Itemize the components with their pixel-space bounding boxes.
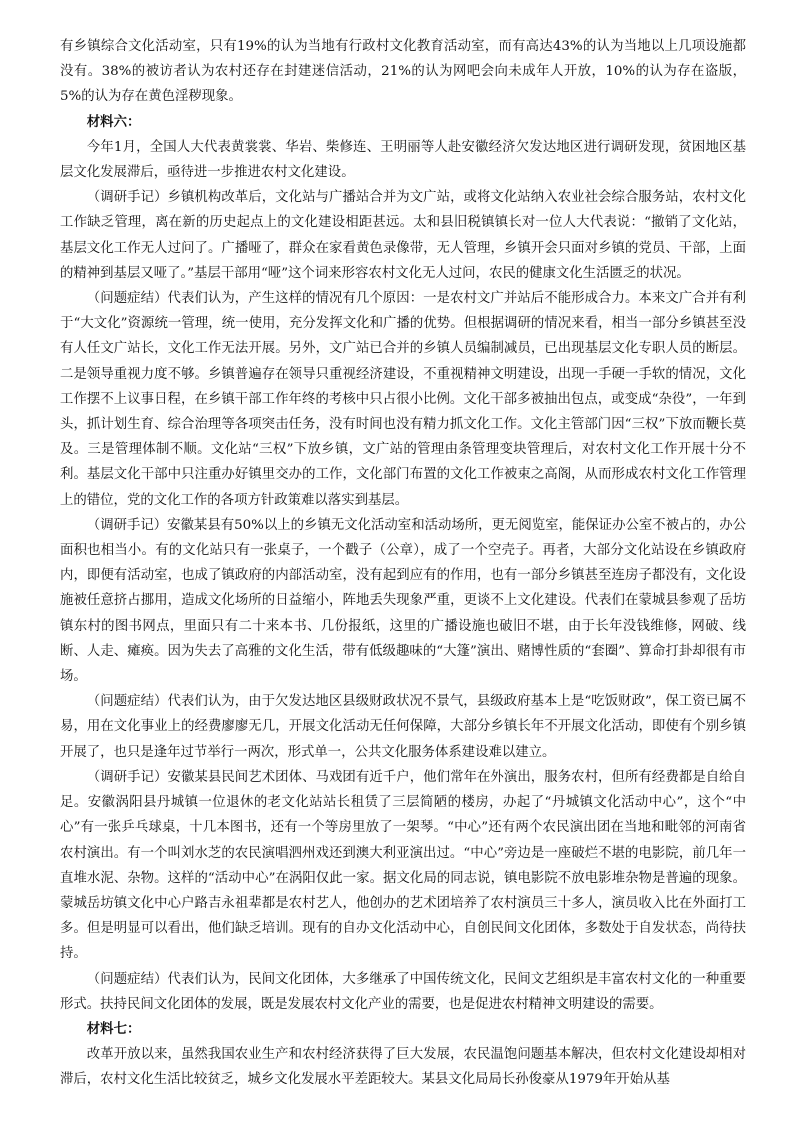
body-paragraph: （调研手记）安徽某县有50%以上的乡镇无文化活动室和活动场所，更无阅览室，能保证办公室不被占的，办公面积也相当小。有的文化站只有一张桌子，一个戳子（公章），成了一个空壳子。再者，大部分文化站设在乡镇政府内，即便有活动室，也成了镇政府的内部活动室，没有起到应有的作用，也有一部分乡镇甚至连房子都没有，文化设施被任意挤占挪用，造成文化场所的日益缩小，阵地丢失现象严重，更谈不上文化建设。代表们在蒙城县参观了岳坊镇东村的图书网点，里面只有二十来本书、几份报纸，这里的广播设施也破旧不堪，由于长年没钱维修，网破、线断、人走、瘫痪。因为失去了高雅的文化生活，带有低级趣味的“大篷”演出、赌博性质的“套圈”、算命打卦却很有市场。 <box>60 517 746 685</box>
body-paragraph: 改革开放以来，虽然我国农业生产和农村经济获得了巨大发展，农民温饱问题基本解决，但农村文化建设却相对滞后，农村文化生活比较贫乏，城乡文化发展水平差距较大。某县文化局局长孙俊豪从1979年开始从基 <box>60 1047 746 1088</box>
section-heading: 材料六： <box>86 114 141 130</box>
body-paragraph: 有乡镇综合文化活动室，只有19%的认为当地有行政村文化教育活动室，而有高达43%的认为当地以上几项设施都没有。38%的被访者认为农村还存在封建迷信活动，21%的认为网吧会向未成年人开放，10%的认为存在盗版，5%的认为存在黄色淫秽现象。 <box>60 39 746 105</box>
body-paragraph: （问题症结）代表们认为，产生这样的情况有几个原因：一是农村文广并站后不能形成合力。本来文广合并有利于“大文化”资源统一管理，统一使用，充分发挥文化和广播的优势。但根据调研的情况来看，相当一部分乡镇甚至没有人任文广站长，文化工作无法开展。另外，文广站已合并的乡镇人员编制减员，已出现基层文化专职人员的断层。二是领导重视力度不够。乡镇普遍存在领导只重视经济建设，不重视精神文明建设，出现一手硬一手软的情况，文化工作摆不上议事日程，在乡镇干部工作年终的考核中只占很小比例。文化干部多被抽出包点，或变成“杂役”，一年到头，抓计划生育、综合治理等各项突击任务，没有时间也没有精力抓文化工作。文化主管部门因“三权”下放而鞭长莫及。三是管理体制不顺。文化站“三权”下放乡镇，文广站的管理由条管理变块管理后，对农村文化工作开展十分不利。基层文化干部中只注重办好镇里交办的工作，文化部门布置的文化工作被束之高阁，从而形成农村文化工作管理上的错位，党的文化工作的各项方针政策难以落实到基层。 <box>60 291 746 508</box>
body-paragraph: 今年1月，全国人大代表黄裳裳、华岩、柴修连、王明丽等人赴安徽经济欠发达地区进行调研发现，贫困地区基层文化发展滞后，亟待进一步推进农村文化建设。 <box>60 139 746 181</box>
body-paragraph: （调研手记）安徽某县民间艺术团体、马戏团有近千户，他们常年在外演出，服务农村，但所有经费都是自给自足。安徽涡阳县丹城镇一位退休的老文化站站长租赁了三层简陋的楼房，办起了“丹城镇文化活动中心”，这个“中心”有一张乒乓球桌，十几本图书，还有一个等房里放了一架琴。“中心”还有两个农民演出团在当地和毗邻的河南省农村演出。有一个叫刘水芝的农民演唱泗州戏还到澳大利亚演出过。“中心”旁边是一座破烂不堪的电影院，前几年一直堆水泥、杂物。这样的“活动中心”在涡阳仅此一家。据文化局的同志说，镇电影院不放电影堆杂物是普遍的现象。蒙城岳坊镇文化中心户路吉永祖辈都是农村艺人，他创办的艺术团培养了农村演员三十多人，演员收入比在外面打工多。但是明显可以看出，他们缺乏培训。现有的自办文化活动中心，自创民间文化团体，多数处于自发状态，尚待扶持。 <box>60 769 746 962</box>
body-paragraph: （调研手记）乡镇机构改革后，文化站与广播站合并为文广站，或将文化站纳入农业社会综合服务站，农村文化工作缺乏管理，离在新的历史起点上的文化建设相距甚远。太和县旧税镇镇长对一位人大代表说：“撤销了文化站，基层文化工作无人过问了。广播哑了，群众在家看黄色录像带，无人管理，乡镇开会只面对乡镇的党员、干部，上面的精神到基层又哑了。”基层干部用“哑”这个词来形容农村文化无人过问，农民的健康文化生活匮乏的状况。 <box>60 190 746 281</box>
body-paragraph: （问题症结）代表们认为，由于欠发达地区县级财政状况不景气，县级政府基本上是“吃饭财政”，保工资已属不易，用在文化事业上的经费廖廖无几，开展文化活动无任何保障，大部分乡镇长年不开展文化活动，即使有个别乡镇开展了，也只是逢年过节举行一两次，形式单一，公共文化服务体系建设难以建立。 <box>60 694 746 760</box>
body-paragraph: （问题症结）代表们认为，民间文化团体，大多继承了中国传统文化，民间文艺组织是丰富农村文化的一种重要形式。扶持民间文化团体的发展，既是发展农村文化产业的需要，也是促进农村精神文明建设的需要。 <box>60 971 746 1012</box>
section-heading: 材料七： <box>86 1021 141 1037</box>
document-page <box>60 34 746 1093</box>
